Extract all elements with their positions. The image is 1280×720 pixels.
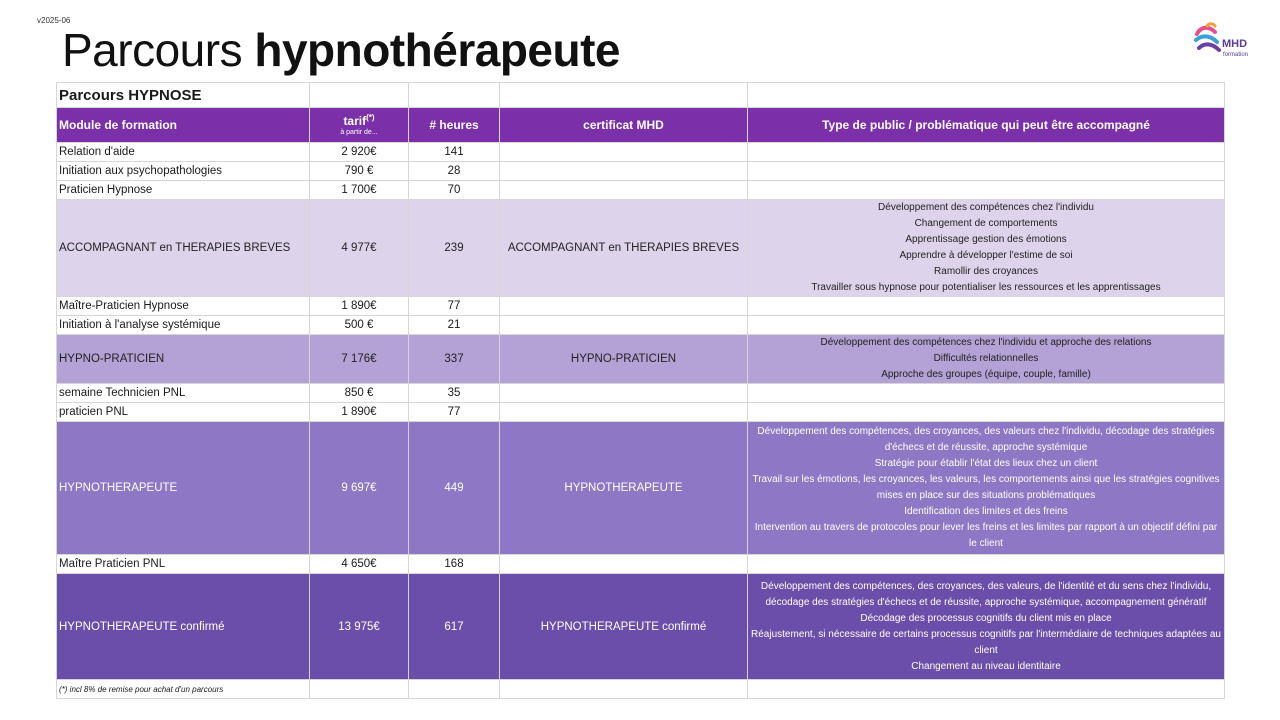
row-certificat: [500, 162, 748, 181]
row-tarif: 850 €: [310, 384, 409, 403]
row-certificat: HYPNO-PRATICIEN: [500, 335, 748, 384]
row-heures: 35: [409, 384, 500, 403]
row-tarif: 1 700€: [310, 181, 409, 200]
public-line: Réajustement, si nécessaire de certains processus cognitifs par l'intermédiaire de techniques adaptées au client: [751, 628, 1221, 656]
row-heures: 141: [409, 143, 500, 162]
row-public: [748, 403, 1225, 422]
table-row: [57, 335, 1225, 384]
table-row: [57, 316, 1225, 335]
row-certificat: [500, 143, 748, 162]
row-certificat: [500, 403, 748, 422]
row-heures: 617: [409, 574, 500, 680]
row-module: Initiation aux psychopathologies: [57, 162, 310, 181]
header-tarif-sup: (*): [366, 113, 375, 122]
page-title: [62, 22, 620, 78]
row-public: [748, 384, 1225, 403]
public-line: Approche des groupes (équipe, couple, famille): [881, 369, 1091, 380]
header-heures: # heures: [409, 108, 500, 143]
row-heures: 21: [409, 316, 500, 335]
row-certificat: [500, 181, 748, 200]
row-public: [748, 181, 1225, 200]
row-module: Relation d'aide: [57, 143, 310, 162]
row-tarif: 2 920€: [310, 143, 409, 162]
row-certificat: [500, 297, 748, 316]
table-row: [57, 384, 1225, 403]
public-line: Apprentissage gestion des émotions: [905, 234, 1067, 245]
footnote-row: [57, 680, 1225, 699]
header-tarif-label: tarif: [343, 114, 367, 128]
row-tarif: 1 890€: [310, 403, 409, 422]
table-row: [57, 422, 1225, 555]
row-public: [748, 555, 1225, 574]
section-row: [57, 83, 1225, 108]
row-public: [748, 316, 1225, 335]
header-certificat: certificat MHD: [500, 108, 748, 143]
header-tarif: [310, 108, 409, 143]
row-certificat: [500, 555, 748, 574]
public-line: Ramollir des croyances: [934, 266, 1038, 277]
header-tarif-sub: à partir de...: [340, 129, 378, 136]
table-row: [57, 181, 1225, 200]
row-tarif: 13 975€: [310, 574, 409, 680]
public-line: Développement des compétences, des croyances, des valeurs chez l'individu, décodage des stratégies d'échecs et de réussite, approche systémique: [757, 426, 1215, 453]
row-public: [748, 200, 1225, 297]
header-public: Type de public / problématique qui peut être accompagné: [748, 108, 1225, 143]
row-certificat: [500, 384, 748, 403]
row-heures: 77: [409, 297, 500, 316]
row-module: HYPNOTHERAPEUTE confirmé: [57, 574, 310, 680]
table-row: [57, 555, 1225, 574]
table-row: [57, 143, 1225, 162]
row-module: Maître-Praticien Hypnose: [57, 297, 310, 316]
row-heures: 337: [409, 335, 500, 384]
public-line: Développement des compétences chez l'individu et approche des relations: [820, 337, 1152, 348]
row-module: Initiation à l'analyse systémique: [57, 316, 310, 335]
mhd-logo: [1193, 22, 1257, 62]
public-line: Apprendre à développer l'estime de soi: [899, 250, 1073, 261]
parcours-table: [56, 82, 1225, 699]
public-line: Développement des compétences chez l'individu: [878, 202, 1094, 213]
row-certificat: [500, 316, 748, 335]
page-title-light: Parcours: [62, 24, 243, 76]
row-module: semaine Technicien PNL: [57, 384, 310, 403]
row-heures: 168: [409, 555, 500, 574]
row-heures: 28: [409, 162, 500, 181]
row-tarif: 9 697€: [310, 422, 409, 555]
row-module: Praticien Hypnose: [57, 181, 310, 200]
row-heures: 70: [409, 181, 500, 200]
table-row: [57, 297, 1225, 316]
row-public: [748, 335, 1225, 384]
row-certificat: HYPNOTHERAPEUTE: [500, 422, 748, 555]
footnote: (*) incl 8% de remise pour achat d'un parcours: [57, 680, 310, 699]
table-row: [57, 403, 1225, 422]
version-label: v2025-06: [37, 16, 71, 25]
row-public: [748, 422, 1225, 555]
public-line: Travail sur les émotions, les croyances, les valeurs, les comportements ainsi que les stratégies cognitives mises en place sur des situations problématiques: [752, 474, 1220, 501]
row-public: [748, 297, 1225, 316]
public-line: Stratégie pour établir l'état des lieux chez un client: [874, 458, 1098, 469]
row-tarif: 790 €: [310, 162, 409, 181]
public-line: Changement au niveau identitaire: [911, 660, 1061, 672]
public-line: Développement des compétences, des croyances, des valeurs, de l'identité et du sens chez l'individu, décodage des stratégies d'échecs et de réussite, approche systémique, accompagnement génératif: [760, 580, 1212, 608]
header-module: Module de formation: [57, 108, 310, 143]
row-public: [748, 162, 1225, 181]
public-line: Décodage des processus cognitifs du client mis en place: [860, 612, 1112, 624]
public-line: Intervention au travers de protocoles pour lever les freins et les limites par rapport à un objectif défini par le client: [754, 522, 1218, 549]
row-tarif: 4 977€: [310, 200, 409, 297]
row-tarif: 1 890€: [310, 297, 409, 316]
public-line: Identification des limites et des freins: [904, 506, 1068, 517]
table-row: [57, 162, 1225, 181]
public-line: Difficultés relationnelles: [933, 353, 1039, 364]
public-line: Travailler sous hypnose pour potentialiser les ressources et les apprentissages: [811, 282, 1161, 293]
row-module: HYPNO-PRATICIEN: [57, 335, 310, 384]
header-row: [57, 108, 1225, 143]
logo-text: MHD: [1222, 38, 1248, 50]
section-title: Parcours HYPNOSE: [57, 83, 310, 108]
row-heures: 77: [409, 403, 500, 422]
table-row: [57, 200, 1225, 297]
logo-subtext: formation: [1223, 52, 1249, 58]
row-tarif: 4 650€: [310, 555, 409, 574]
row-tarif: 500 €: [310, 316, 409, 335]
row-certificat: ACCOMPAGNANT en THERAPIES BREVES: [500, 200, 748, 297]
row-public: [748, 143, 1225, 162]
row-module: ACCOMPAGNANT en THERAPIES BREVES: [57, 200, 310, 297]
row-heures: 449: [409, 422, 500, 555]
row-tarif: 7 176€: [310, 335, 409, 384]
row-module: praticien PNL: [57, 403, 310, 422]
row-public: [748, 574, 1225, 680]
table-row: [57, 574, 1225, 680]
row-heures: 239: [409, 200, 500, 297]
row-module: Maître Praticien PNL: [57, 555, 310, 574]
row-certificat: HYPNOTHERAPEUTE confirmé: [500, 574, 748, 680]
page-title-bold: hypnothérapeute: [254, 24, 621, 76]
row-module: HYPNOTHERAPEUTE: [57, 422, 310, 555]
public-line: Changement de comportements: [914, 218, 1058, 229]
